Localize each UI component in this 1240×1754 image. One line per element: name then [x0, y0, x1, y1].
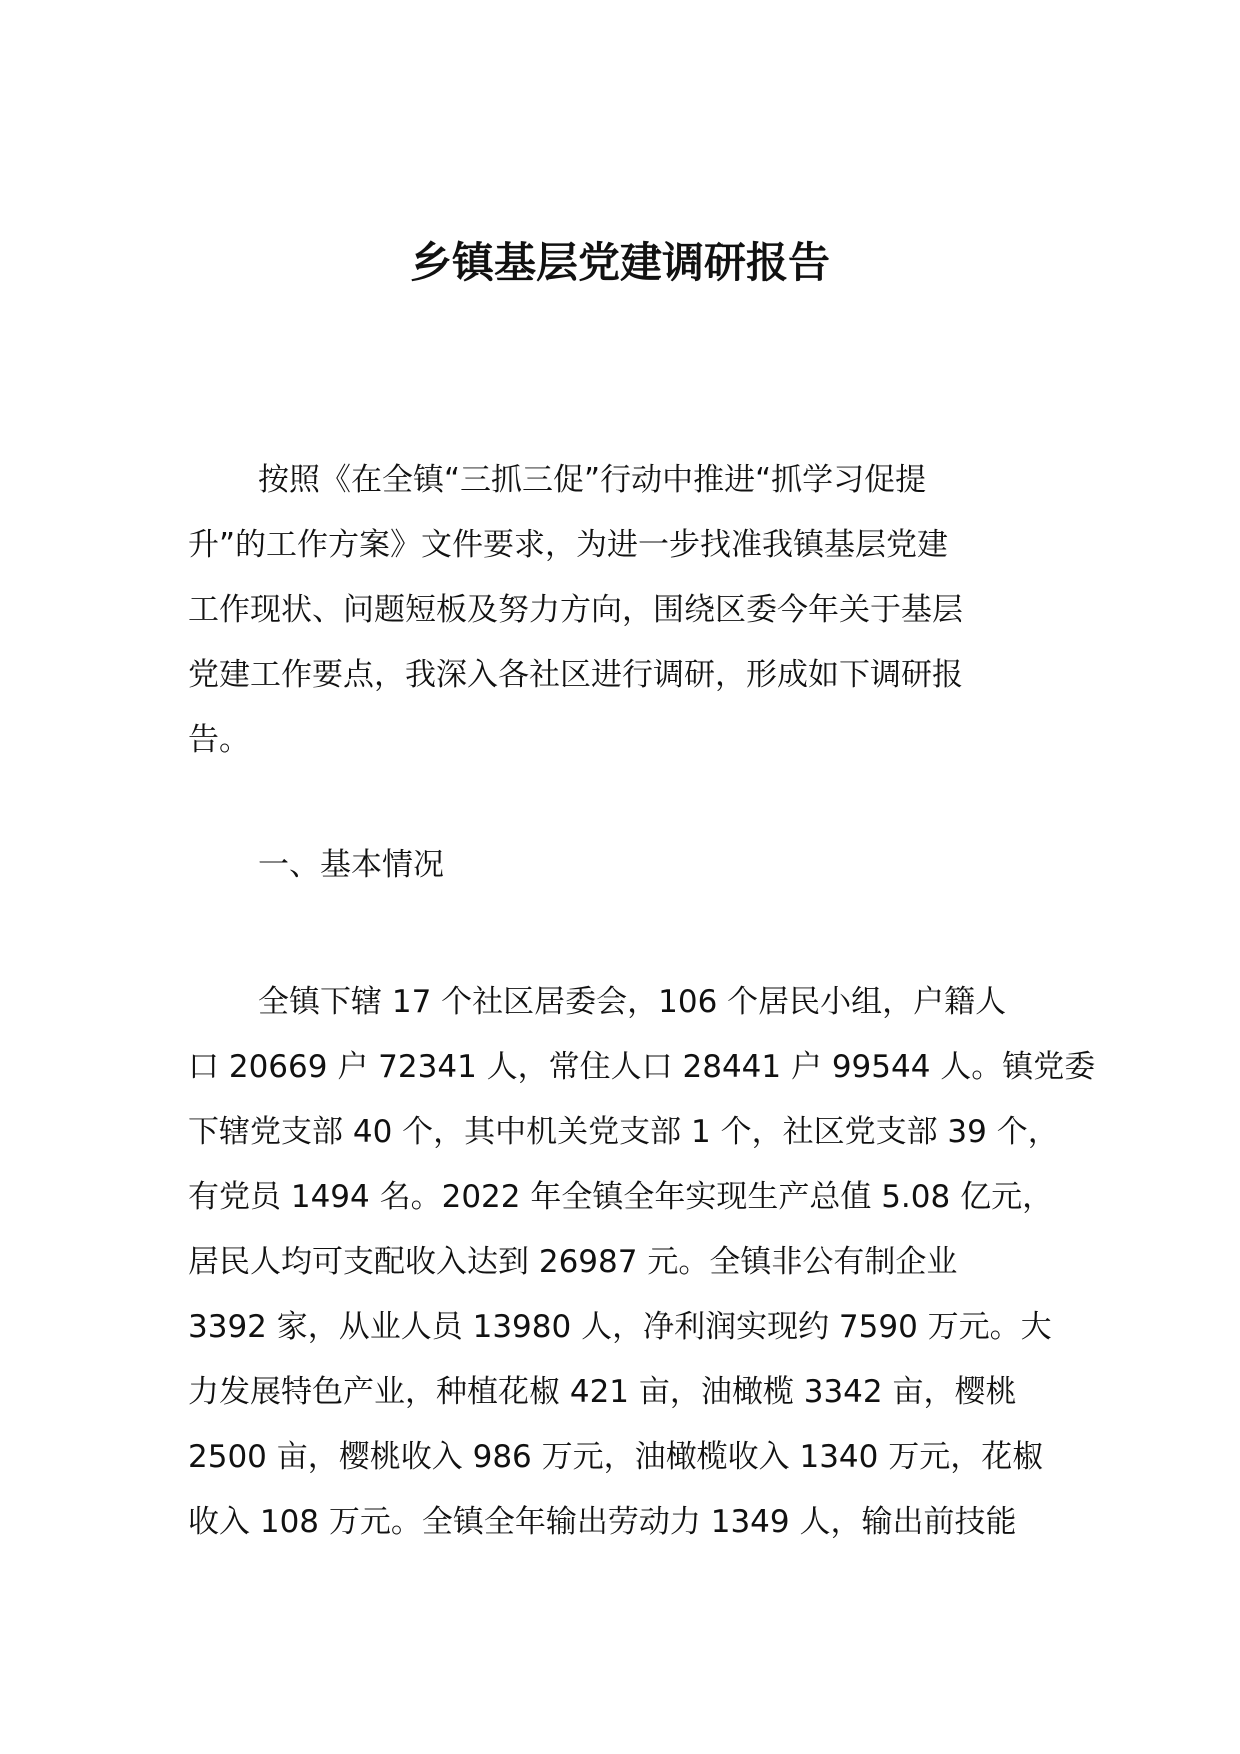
- paragraph-line: 口 20669 户 72341 人，常住人口 28441 户 99544 人。镇党委: [188, 1049, 1096, 1085]
- paragraph-line: 下辖党支部 40 个，其中机关党支部 1 个，社区党支部 39 个，: [188, 1114, 1059, 1150]
- intro-line: 党建工作要点，我深入各社区进行调研，形成如下调研报: [188, 657, 963, 693]
- intro-line: 告。: [188, 722, 250, 758]
- section-heading: 一、基本情况: [258, 847, 444, 883]
- paragraph-line: 有党员 1494 名。2022 年全镇全年实现生产总值 5.08 亿元，: [188, 1179, 1054, 1215]
- document-title: 乡镇基层党建调研报告: [409, 238, 830, 288]
- intro-paragraph: [188, 448, 1088, 773]
- paragraph-line: 2500 亩，樱桃收入 986 万元，油橄榄收入 1340 万元，花椒: [188, 1439, 1044, 1475]
- intro-line: 按照《在全镇“三抓三促”行动中推进“抓学习促提: [258, 462, 927, 498]
- paragraph-line: 收入 108 万元。全镇全年输出劳动力 1349 人，输出前技能: [188, 1504, 1017, 1540]
- intro-line: 工作现状、问题短板及努力方向，围绕区委今年关于基层: [188, 592, 963, 628]
- paragraph-line: 力发展特色产业，种植花椒 421 亩，油橄榄 3342 亩，樱桃: [188, 1374, 1017, 1410]
- basic-situation-paragraph: [188, 970, 1096, 1555]
- intro-line: 升”的工作方案》文件要求，为进一步找准我镇基层党建: [188, 527, 949, 563]
- paragraph-line: 居民人均可支配收入达到 26987 元。全镇非公有制企业: [188, 1244, 958, 1280]
- paragraph-line: 全镇下辖 17 个社区居委会，106 个居民小组，户籍人: [258, 984, 1007, 1020]
- paragraph-line: 3392 家，从业人员 13980 人，净利润实现约 7590 万元。大: [188, 1309, 1052, 1345]
- section-heading-wrapper: [188, 833, 1088, 898]
